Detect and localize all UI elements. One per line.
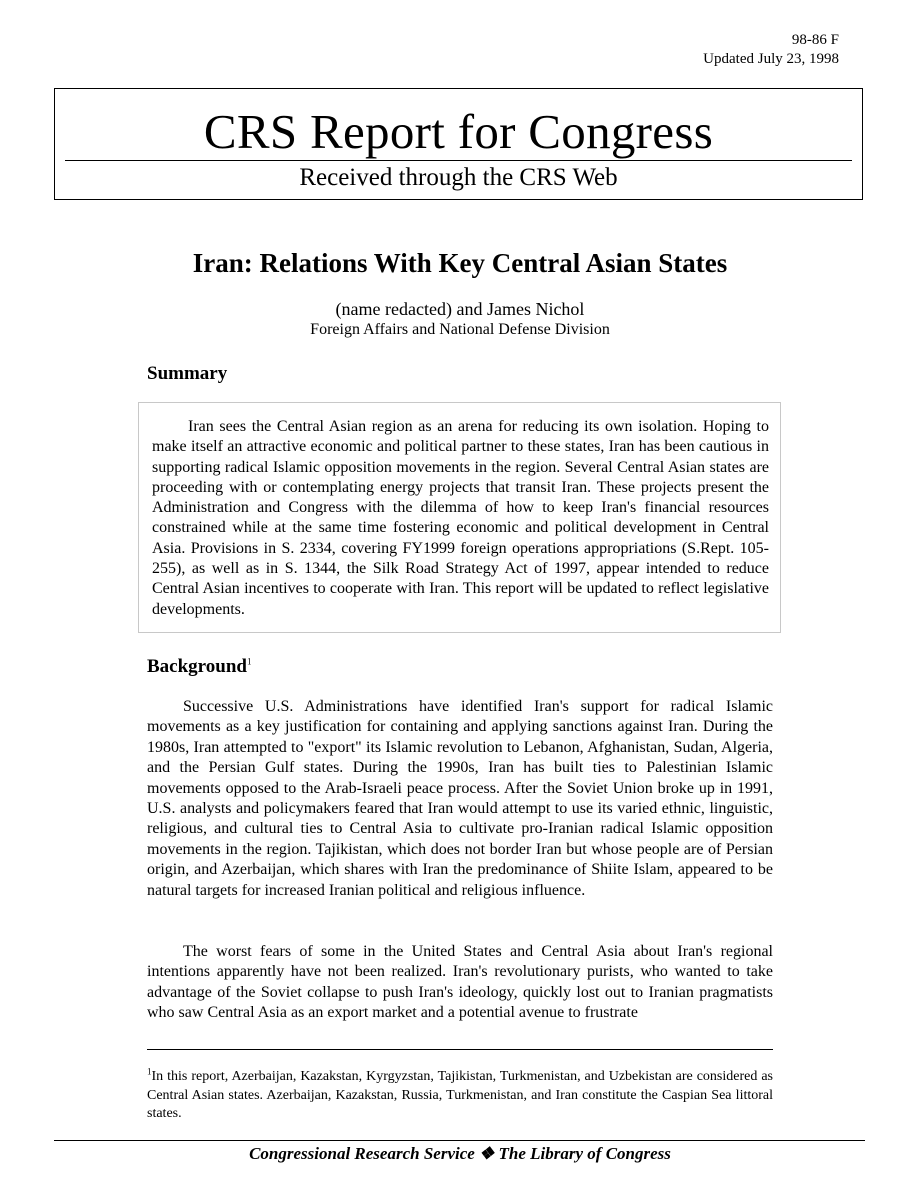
background-paragraph: The worst fears of some in the United States and Central Asia about Iran's regional intentions apparently have not been realized. Iran's revolutionary purists, who wanted to take advantage of the Soviet collapse to push Iran's ideology, quickly lost out to Iranian pragmatists who saw Central Asia as an export market and a potential avenue to frustrate	[147, 943, 773, 1022]
page-footer: Congressional Research Service ❖ The Library of Congress	[249, 1144, 671, 1163]
footnote-separator	[147, 1049, 773, 1050]
summary-heading: Summary	[147, 363, 228, 384]
document-authors: (name redacted) and James Nichol	[335, 299, 585, 319]
background-heading	[147, 655, 251, 679]
footnote-marker: 1	[147, 1066, 152, 1077]
summary-text: Iran sees the Central Asian region as an arena for reducing its own isolation. Hoping to make itself an attractive economic and political partner to these states, Iran has been cautious in supporting radical Islamic opposition movements in the region. Several Central Asian states are proceeding with or contemplating energy projects that transit Iran. These projects present the Administration and Congress with the dilemma of how to keep Iran's financial resources constrained while at the same time fostering economic and political development in Central Asia. Provisions in S. 2334, covering FY1999 foreign operations appropriations (S.Rept. 105-255), as well as in S. 1344, the Silk Road Strategy Act of 1997, appear intended to reduce Central Asian incentives to cooperate with Iran. This report will be updated to reflect legislative developments.	[152, 418, 769, 618]
background-heading-text: Background	[147, 656, 247, 677]
background-paragraph: Successive U.S. Administrations have identified Iran's support for radical Islamic movements as a key justification for containing and applying sanctions against Iran. During the 1980s, Iran attempted to "export" its Islamic revolution to Lebanon, Afghanistan, Sudan, Algeria, and the Persian Gulf states. During the 1990s, Iran has built ties to Palestinian Islamic movements opposed to the Arab-Israeli peace process. After the Soviet Union broke up in 1991, U.S. analysts and policymakers feared that Iran would attempt to use its varied ethnic, linguistic, religious, and cultural ties to Central Asia to cultivate pro-Iranian radical Islamic opposition movements in the region. Tajikistan, which does not border Iran but whose people are of Persian origin, and Azerbaijan, which shares with Iran the predominance of Shiite Islam, appeared to be natural targets for increased Iranian political and religious influence.	[147, 698, 773, 899]
document-title: Iran: Relations With Key Central Asian States	[192, 248, 728, 278]
banner-rule	[65, 160, 852, 161]
banner-title: CRS Report for Congress	[203, 104, 714, 159]
updated-date: Updated July 23, 1998	[703, 51, 839, 67]
banner-subtitle: Received through the CRS Web	[299, 164, 618, 191]
summary-box	[138, 402, 781, 633]
document-division: Foreign Affairs and National Defense Division	[310, 321, 610, 338]
footnote	[147, 1068, 773, 1124]
footnote-text: In this report, Azerbaijan, Kazakstan, Kyrgyzstan, Tajikistan, Turkmenistan, and Uzbekistan are considered as Central Asian states. Azerbaijan, Kazakstan, Russia, Turkmenistan, and Iran constitute the Caspian Sea littoral states.	[147, 1069, 773, 1121]
report-banner	[54, 88, 863, 200]
report-number: 98-86 F	[791, 32, 839, 48]
footnote-reference[interactable]: 1	[246, 656, 252, 667]
footer-rule	[54, 1140, 865, 1141]
